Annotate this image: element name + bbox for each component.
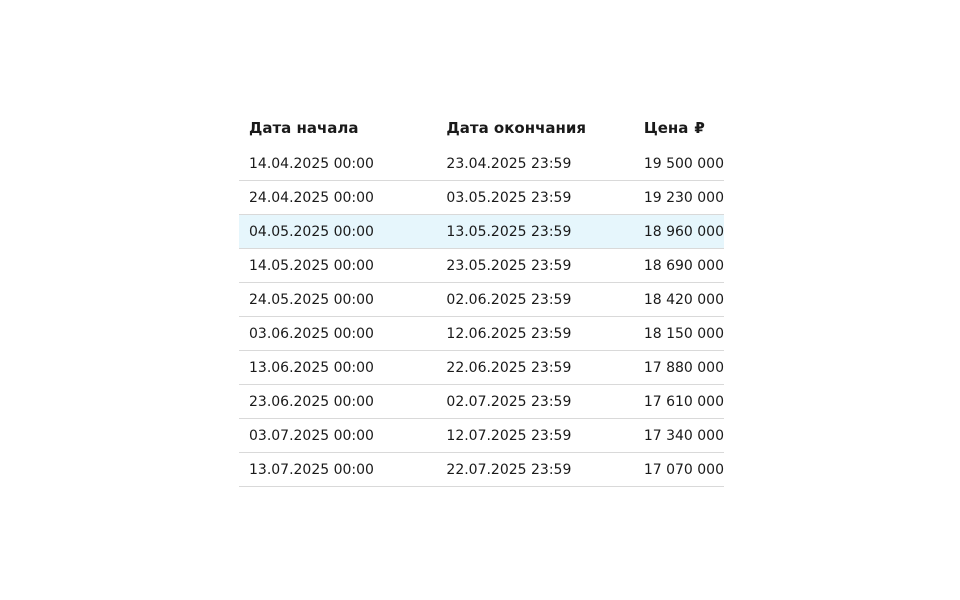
cell-start-date: 24.04.2025 00:00	[239, 181, 436, 215]
header-start-date[interactable]: Дата начала	[249, 119, 359, 137]
table-row[interactable]	[239, 453, 724, 487]
cell-start-date: 14.05.2025 00:00	[239, 249, 436, 283]
cell-price: 18 420 000	[634, 283, 724, 317]
cell-start-date: 04.05.2025 00:00	[239, 215, 436, 249]
cell-price: 19 230 000	[634, 181, 724, 215]
cell-price: 17 070 000	[634, 453, 724, 487]
ruble-currency-icon: ₽	[694, 119, 705, 137]
table-row[interactable]	[239, 147, 724, 181]
cell-price: 18 690 000	[634, 249, 724, 283]
cell-start-date: 13.07.2025 00:00	[239, 453, 436, 487]
cell-end-date: 12.06.2025 23:59	[436, 317, 633, 351]
header-price[interactable]	[634, 109, 724, 147]
table-row[interactable]	[239, 181, 724, 215]
cell-price: 18 150 000	[634, 317, 724, 351]
cell-price: 17 880 000	[634, 351, 724, 385]
cell-price: 19 500 000	[634, 147, 724, 181]
cell-start-date: 23.06.2025 00:00	[239, 385, 436, 419]
cell-price: 18 960 000	[634, 215, 724, 249]
cell-end-date: 03.05.2025 23:59	[436, 181, 633, 215]
cell-start-date: 24.05.2025 00:00	[239, 283, 436, 317]
price-schedule-table	[239, 109, 724, 487]
cell-price: 17 340 000	[634, 419, 724, 453]
table-row[interactable]	[239, 351, 724, 385]
cell-end-date: 23.05.2025 23:59	[436, 249, 633, 283]
table-row[interactable]	[239, 317, 724, 351]
table-row[interactable]	[239, 385, 724, 419]
cell-start-date: 03.07.2025 00:00	[239, 419, 436, 453]
cell-start-date: 14.04.2025 00:00	[239, 147, 436, 181]
header-end-date[interactable]: Дата окончания	[446, 119, 587, 137]
cell-end-date: 22.07.2025 23:59	[436, 453, 633, 487]
table-row[interactable]	[239, 215, 724, 249]
header-price-label: Цена	[643, 119, 689, 137]
cell-end-date: 13.05.2025 23:59	[436, 215, 633, 249]
table-row[interactable]	[239, 249, 724, 283]
cell-start-date: 13.06.2025 00:00	[239, 351, 436, 385]
cell-end-date: 22.06.2025 23:59	[436, 351, 633, 385]
table-row[interactable]	[239, 419, 724, 453]
table-row[interactable]	[239, 283, 724, 317]
cell-end-date: 12.07.2025 23:59	[436, 419, 633, 453]
cell-start-date: 03.06.2025 00:00	[239, 317, 436, 351]
cell-end-date: 02.07.2025 23:59	[436, 385, 633, 419]
cell-price: 17 610 000	[634, 385, 724, 419]
cell-end-date: 23.04.2025 23:59	[436, 147, 633, 181]
table-header-row	[239, 109, 724, 147]
cell-end-date: 02.06.2025 23:59	[436, 283, 633, 317]
